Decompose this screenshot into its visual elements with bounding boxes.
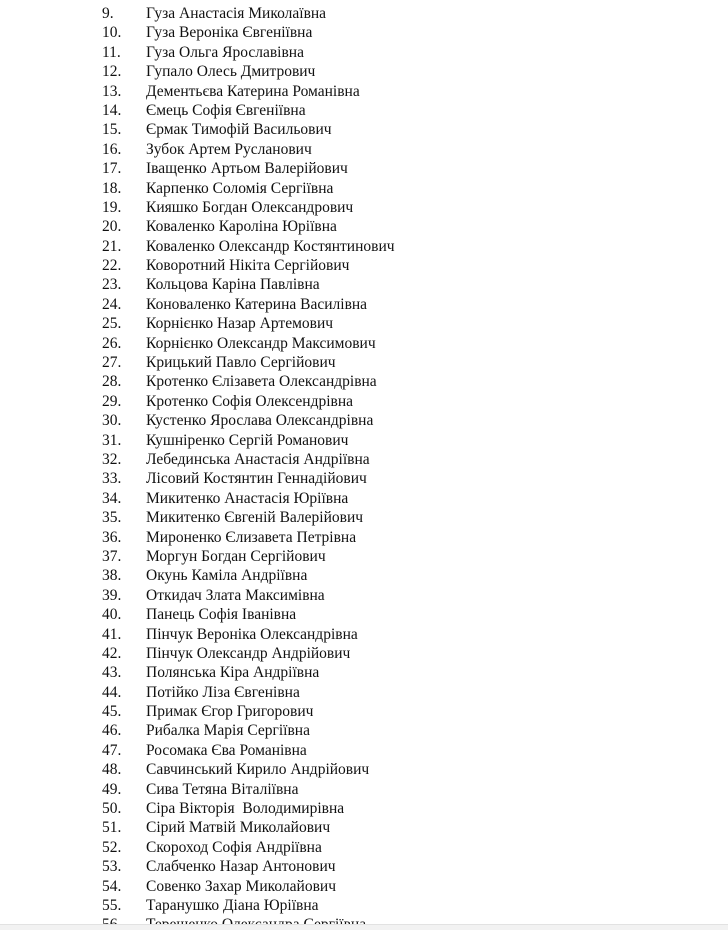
list-item-number: 15.: [102, 121, 122, 139]
list-item-name: Пінчук Олександр Андрійович: [146, 644, 351, 662]
list-item-name: Коваленко Кароліна Юріївна: [146, 218, 337, 236]
list-item-name: Гуза Вероніка Євгеніївна: [146, 24, 313, 42]
list-item: [0, 605, 728, 624]
list-item-name: Лебединська Анастасія Андріївна: [146, 450, 370, 468]
list-item: [0, 799, 728, 818]
list-item-number: 42.: [102, 644, 122, 662]
list-item-number: 53.: [102, 858, 122, 876]
list-item: [0, 566, 728, 585]
list-item-name: Коворотний Нікіта Сергійович: [146, 257, 350, 275]
list-item-number: 47.: [102, 741, 122, 759]
list-item-number: 46.: [102, 722, 122, 740]
list-item-name: Кольцова Каріна Павлівна: [146, 276, 320, 294]
list-item-name: Кротенко Софія Олексендрівна: [146, 392, 354, 410]
list-item: [0, 4, 728, 23]
list-item: [0, 295, 728, 314]
list-item: [0, 528, 728, 547]
list-item: [0, 120, 728, 139]
list-item-number: 40.: [102, 606, 122, 624]
list-item-number: 13.: [102, 82, 122, 100]
list-item: [0, 877, 728, 896]
list-item: [0, 489, 728, 508]
list-item: [0, 586, 728, 605]
list-item: [0, 721, 728, 740]
list-item-number: 21.: [102, 237, 122, 255]
list-item-name: Сірий Матвій Миколайович: [146, 819, 331, 837]
list-item-number: 14.: [102, 101, 122, 119]
list-item-name: Коваленко Олександр Костянтинович: [146, 237, 395, 255]
list-item: [0, 896, 728, 915]
list-item-name: Лісовий Костянтин Геннадійович: [146, 470, 367, 488]
list-item-number: 31.: [102, 431, 122, 449]
list-item-number: 36.: [102, 528, 122, 546]
list-item-number: 55.: [102, 896, 122, 914]
list-item-number: 18.: [102, 179, 122, 197]
list-item: [0, 838, 728, 857]
list-item-number: 52.: [102, 838, 122, 856]
list-item-number: 48.: [102, 761, 122, 779]
list-item-name: Моргун Богдан Сергійович: [146, 547, 326, 565]
list-item-number: 37.: [102, 547, 122, 565]
list-item-name: Корнієнко Назар Артемович: [146, 315, 334, 333]
list-item-number: 38.: [102, 567, 122, 585]
list-item: [0, 683, 728, 702]
list-item-name: Откидач Злата Максимівна: [146, 586, 325, 604]
list-item: [0, 760, 728, 779]
list-item: [0, 392, 728, 411]
list-item-number: 41.: [102, 625, 122, 643]
list-item-number: 39.: [102, 586, 122, 604]
list-item: [0, 411, 728, 430]
list-item-number: 45.: [102, 703, 122, 721]
list-item-name: Примак Єгор Григорович: [146, 703, 314, 721]
list-item-name: Совенко Захар Миколайович: [146, 877, 336, 895]
list-item: [0, 82, 728, 101]
list-item: [0, 217, 728, 236]
list-item-name: Крицький Павло Сергійович: [146, 354, 336, 372]
list-item-number: 12.: [102, 63, 122, 81]
list-item-number: 51.: [102, 819, 122, 837]
list-item-number: 27.: [102, 354, 122, 372]
list-item: [0, 818, 728, 837]
list-item: [0, 857, 728, 876]
list-item-name: Єрмак Тимофій Васильович: [146, 121, 332, 139]
viewer-bottom-edge: [0, 924, 728, 930]
list-item-number: 32.: [102, 450, 122, 468]
list-item-name: Сива Тетяна Віталіївна: [146, 780, 299, 798]
list-item-name: Кияшко Богдан Олександрович: [146, 198, 354, 216]
list-item-name: Дементьєва Катерина Романівна: [146, 82, 360, 100]
list-item: [0, 140, 728, 159]
list-item-number: 9.: [102, 5, 114, 22]
list-item-name: Гупало Олесь Дмитрович: [146, 63, 316, 81]
list-item-name: Гуза Анастасія Миколаївна: [146, 5, 327, 22]
list-item: [0, 469, 728, 488]
list-item: [0, 198, 728, 217]
student-list: [0, 4, 728, 930]
list-item-name: Гуза Ольга Ярославівна: [146, 43, 304, 61]
list-item-name: Рибалка Марія Сергіївна: [146, 722, 310, 740]
list-item: [0, 372, 728, 391]
list-item-number: 19.: [102, 198, 122, 216]
list-item-number: 29.: [102, 392, 122, 410]
list-item-name: Кушніренко Сергій Романович: [146, 431, 349, 449]
list-item-name: Росомака Єва Романівна: [146, 741, 307, 759]
list-item-name: Полянська Кіра Андріївна: [146, 664, 320, 682]
list-item: [0, 314, 728, 333]
list-item-name: Сіра Вікторія Володимирівна: [146, 800, 345, 818]
list-item: [0, 741, 728, 760]
list-item: [0, 644, 728, 663]
list-item-number: 26.: [102, 334, 122, 352]
list-item-number: 43.: [102, 664, 122, 682]
list-item-name: Карпенко Соломія Сергіївна: [146, 179, 334, 197]
list-item-number: 50.: [102, 800, 122, 818]
list-item-number: 49.: [102, 780, 122, 798]
list-item-name: Ємець Софія Євгеніївна: [146, 101, 306, 119]
list-item: [0, 256, 728, 275]
list-item-name: Микитенко Анастасія Юріївна: [146, 489, 349, 507]
list-item-number: 16.: [102, 140, 122, 158]
list-item-number: 20.: [102, 218, 122, 236]
list-item-number: 33.: [102, 470, 122, 488]
list-item: [0, 43, 728, 62]
list-item-number: 23.: [102, 276, 122, 294]
list-item-name: Іващенко Артьом Валерійович: [146, 160, 348, 178]
list-item-name: Микитенко Євгеній Валерійович: [146, 509, 364, 527]
list-item: [0, 23, 728, 42]
list-item: [0, 101, 728, 120]
list-item-name: Корнієнко Олександр Максимович: [146, 334, 376, 352]
list-item: [0, 450, 728, 469]
list-item-name: Таранушко Діана Юріївна: [146, 896, 319, 914]
list-item: [0, 159, 728, 178]
list-item-name: Окунь Каміла Андріївна: [146, 567, 308, 585]
list-item-name: Кротенко Єлізавета Олександрівна: [146, 373, 377, 391]
list-item: [0, 663, 728, 682]
list-item: [0, 780, 728, 799]
list-item-number: 22.: [102, 257, 122, 275]
list-item-number: 11.: [102, 43, 121, 61]
list-item: [0, 62, 728, 81]
list-item: [0, 431, 728, 450]
list-item-name: Пінчук Вероніка Олександрівна: [146, 625, 358, 643]
list-item-number: 24.: [102, 295, 122, 313]
list-item-number: 44.: [102, 683, 122, 701]
list-item-name: Коноваленко Катерина Василівна: [146, 295, 368, 313]
list-item-name: Кустенко Ярослава Олександрівна: [146, 412, 374, 430]
list-item-number: 35.: [102, 509, 122, 527]
list-item: [0, 702, 728, 721]
list-item: [0, 334, 728, 353]
list-item-number: 54.: [102, 877, 122, 895]
list-item-name: Скороход Софія Андріївна: [146, 838, 322, 856]
list-item: [0, 625, 728, 644]
list-item-number: 30.: [102, 412, 122, 430]
list-item-name: Мироненко Єлизавета Петрівна: [146, 528, 357, 546]
list-item-name: Зубок Артем Русланович: [146, 140, 312, 158]
list-item-number: 17.: [102, 160, 122, 178]
list-item-name: Слабченко Назар Антонович: [146, 858, 336, 876]
list-item-number: 28.: [102, 373, 122, 391]
list-item: [0, 275, 728, 294]
list-item: [0, 179, 728, 198]
list-item-number: 34.: [102, 489, 122, 507]
list-item-name: Савчинський Кирило Андрійович: [146, 761, 370, 779]
list-item: [0, 508, 728, 527]
list-item-number: 25.: [102, 315, 122, 333]
list-item: [0, 547, 728, 566]
list-item: [0, 237, 728, 256]
list-item-name: Потійко Ліза Євгенівна: [146, 683, 300, 701]
list-item: [0, 353, 728, 372]
list-item-name: Панець Софія Іванівна: [146, 606, 297, 624]
list-item-number: 10.: [102, 24, 122, 42]
